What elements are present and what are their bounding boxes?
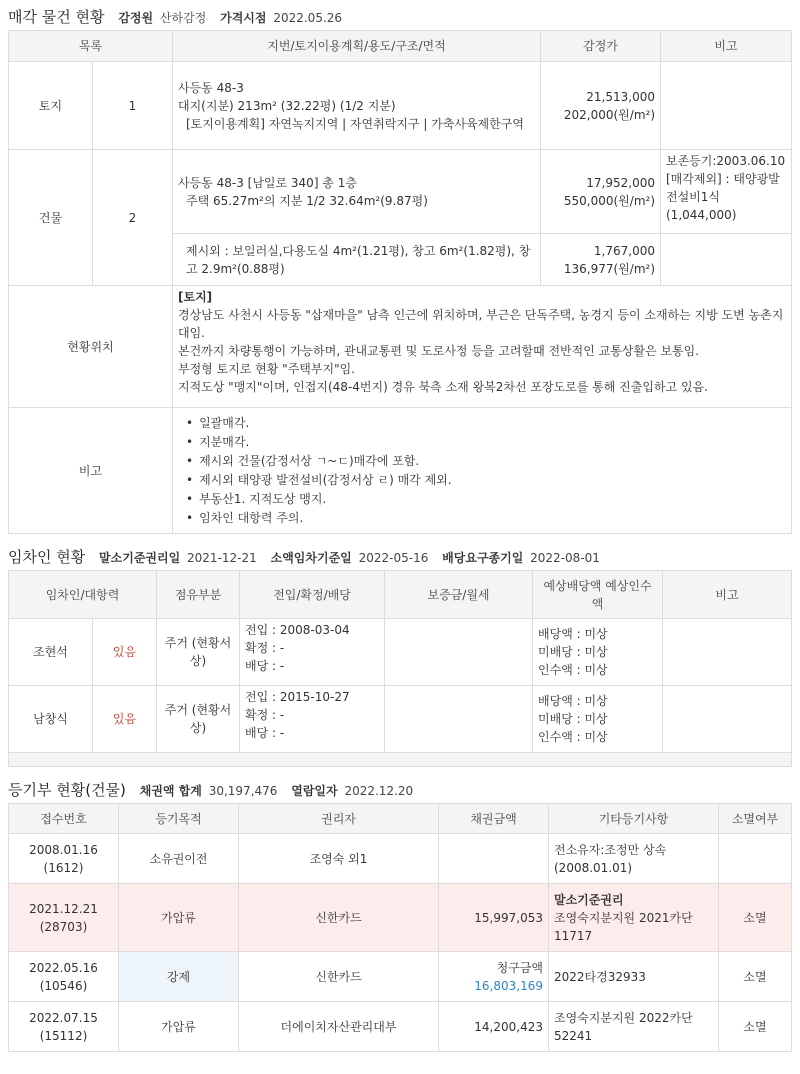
tenant-expected [533,686,663,753]
receipt-number: (15112) [39,1028,88,1043]
land-price: 21,513,000 [586,89,655,104]
col-dates: 전입/확정/배당 [240,571,385,619]
building-price-cell [541,150,661,234]
receipt-date: 2008.01.16 [29,842,98,857]
tenant-dividend: 배당 : - [245,726,285,740]
appraiser-label: 감정원 [118,11,154,25]
registry-holder: 신한카드 [239,952,439,1002]
col-amount: 채권금액 [439,804,549,834]
property-table-header [9,31,792,62]
location-label: 현황위치 [9,286,173,408]
extra-building-price-cell [541,234,661,286]
registry-status: 소멸 [719,1002,792,1052]
registry-purpose: 소유권이전 [119,834,239,884]
tenant-exp-undivided: 미배당 : 미상 [538,645,608,659]
tenant-power: 있음 [93,686,157,753]
remarks-label: 비고 [9,408,173,534]
receipt-date: 2021.12.21 [29,901,98,916]
registry-extra: 조영숙지분지원 2022카단52241 [549,1002,719,1052]
extra-building-unit-price: 136,977(원/m²) [563,261,655,276]
building-detail [173,150,541,234]
land-note [661,62,792,150]
tenant-status-header [0,540,800,570]
registry-purpose: 가압류 [119,1002,239,1052]
receipt-number: (1612) [43,860,84,875]
tenant-expected [533,619,663,686]
extra-building-price: 1,767,000 [593,243,655,258]
view-date-label: 열람일자 [291,784,338,798]
registry-row-highlighted [9,884,792,952]
location-content [173,286,792,408]
registry-purpose: 강제 [119,952,239,1002]
receipt-cell [9,1002,119,1052]
land-no: 1 [93,62,173,150]
tenant-move-in: 전입 : 2008-03-04 [245,623,350,637]
cancel-base-date-label: 말소기준권리일 [99,551,181,565]
tenant-row [9,686,792,753]
registry-row [9,952,792,1002]
tenant-table-header [9,571,792,619]
tenant-fixed: 확정 : - [245,708,285,722]
registry-status: 소멸 [719,884,792,952]
receipt-date: 2022.07.15 [29,1010,98,1025]
registry-status-header [0,773,800,803]
price-date-value: 2022.05.26 [273,11,343,25]
registry-extra-cell [549,884,719,952]
registry-purpose: 가압류 [119,884,239,952]
registry-holder: 조영숙 외1 [239,834,439,884]
col-appraisal: 감정가 [541,31,661,62]
remark-item: • 부동산1. 지적도상 맹지. [198,490,786,509]
registry-amount: 15,997,053 [439,884,549,952]
small-lease-date-value: 2022-05-16 [358,551,429,565]
tenant-table [8,570,792,767]
tenant-table-spacer [9,753,792,767]
receipt-cell [9,884,119,952]
tenant-exp-assumed: 인수액 : 미상 [538,663,608,677]
col-occupancy: 점유부분 [157,571,240,619]
building-no: 2 [93,150,173,286]
remark-item: • 제시외 태양광 발전설비(감정서상 ㄹ) 매각 제외. [198,471,786,490]
col-deposit: 보증금/월세 [385,571,533,619]
registry-holder: 더에이치자산관리대부 [239,1002,439,1052]
claim-amount-label: 청구금액 [496,960,543,975]
small-lease-date-label: 소액임차기준일 [270,551,352,565]
col-tenant-note: 비고 [663,571,792,619]
registry-table [8,803,792,1052]
receipt-cell [9,834,119,884]
col-holder: 권리자 [239,804,439,834]
tenant-move-in: 전입 : 2015-10-27 [245,690,350,704]
location-line: 지적도상 "맹지"이며, 인접지(48-4번지) 경유 북측 소재 왕복2차선 포장도로를 통해 진출입하고 있음. [178,380,708,394]
tenant-status-title: 임차인 현황 [8,548,86,566]
building-unit-price: 550,000(원/m²) [563,193,655,208]
tenant-fixed: 확정 : - [245,641,285,655]
building-row [9,150,792,234]
price-date-label: 가격시점 [220,11,267,25]
col-tenant: 임차인/대항력 [9,571,157,619]
col-list: 목록 [9,31,173,62]
tenant-exp-dividend: 배당액 : 미상 [538,694,608,708]
extra-building-detail: 제시외 : 보일러실,다용도실 4m²(1.21평), 창고 6m²(1.82평), 창고 2.9m²(0.88평) [173,234,541,286]
registry-extra: 조영숙지분지원 2021카단11717 [554,910,693,943]
registry-row [9,1002,792,1052]
remark-item: • 제시외 건물(감정서상 ㄱ~ㄷ)매각에 포함. [198,452,786,471]
tenant-part: 주거 (현황서상) [157,619,240,686]
tenant-exp-assumed: 인수액 : 미상 [538,730,608,744]
registry-row [9,834,792,884]
claim-total-label: 채권액 합계 [139,784,202,798]
registry-status [719,834,792,884]
tenant-power: 있음 [93,619,157,686]
land-row [9,62,792,150]
registry-amount [439,834,549,884]
tenant-note [663,686,792,753]
tenant-part: 주거 (현황서상) [157,686,240,753]
tenant-table-footer [9,753,792,767]
property-table [8,30,792,534]
registry-status-title: 등기부 현황(건물) [8,781,126,799]
receipt-date: 2022.05.16 [29,960,98,975]
tenant-name: 조현석 [9,619,93,686]
receipt-cell [9,952,119,1002]
claim-amount-value: 16,803,169 [474,978,543,993]
registry-holder: 신한카드 [239,884,439,952]
land-plan: [토지이용계획] 자연녹지지역 | 자연취락지구 | 가축사육제한구역 [186,116,524,131]
building-price: 17,952,000 [586,175,655,190]
tenant-deposit [385,686,533,753]
registry-table-header [9,804,792,834]
view-date-value: 2022.12.20 [344,784,414,798]
col-purpose: 등기목적 [119,804,239,834]
tenant-dividend: 배당 : - [245,659,285,673]
registry-status: 소멸 [719,952,792,1002]
extra-building-note [661,234,792,286]
remark-item: • 임차인 대항력 주의. [198,509,786,528]
building-address: 사등동 48-3 [남일로 340] 총 1층 [178,175,357,190]
registry-amount-cell [439,952,549,1002]
dividend-deadline-value: 2022-08-01 [530,551,600,565]
remarks-row [9,408,792,534]
location-line: 부정형 토지로 현황 "주택부지"임. [178,362,355,376]
col-note: 비고 [661,31,792,62]
location-title: [토지] [178,290,213,304]
tenant-row [9,619,792,686]
location-line: 본건까지 차량통행이 가능하며, 관내교통편 및 도로사정 등을 고려할때 전반적인 교통상활은 보통임. [178,344,700,358]
col-expected: 예상배당액 예상인수액 [533,571,663,619]
remarks-list [178,414,786,528]
registry-extra: 2022타경32933 [549,952,719,1002]
tenant-name: 남창식 [9,686,93,753]
remark-item: • 지분매각. [198,433,786,452]
property-status-header [0,0,800,30]
property-status-title: 매각 물건 현황 [8,8,105,26]
land-unit-price: 202,000(원/m²) [563,107,655,122]
tenant-dates [240,686,385,753]
land-label: 토지 [9,62,93,150]
location-row [9,286,792,408]
building-area: 주택 65.27m²의 지분 1/2 32.64m²(9.87평) [186,193,428,208]
location-line: 경상남도 사천시 사등동 "삽재마을" 남측 인근에 위치하며, 부근은 단독주택, 농경지 등이 소재하는 지방 도변 농촌지대임. [178,308,784,340]
registry-extra: 전소유자:조정만 상속(2008.01.01) [549,834,719,884]
appraiser-value: 산하감정 [159,11,207,25]
tenant-dates [240,619,385,686]
dividend-deadline-label: 배당요구종기일 [442,551,524,565]
col-detail: 지번/토지이용계획/용도/구조/면적 [173,31,541,62]
remarks-content [173,408,792,534]
land-detail [173,62,541,150]
claim-total-value: 30,197,476 [208,784,278,798]
registry-amount: 14,200,423 [439,1002,549,1052]
col-status: 소멸여부 [719,804,792,834]
land-address: 사등동 48-3 [178,80,244,95]
receipt-number: (10546) [39,978,88,993]
tenant-deposit [385,619,533,686]
land-price-cell [541,62,661,150]
land-area: 대지(지분) 213m² (32.22평) (1/2 지분) [178,98,396,113]
tenant-exp-undivided: 미배당 : 미상 [538,712,608,726]
building-note: 보존등기:2003.06.10 [매각제외] : 태양광발전설비1식 (1,044,000) [661,150,792,234]
cancel-base-date-value: 2021-12-21 [187,551,257,565]
building-label: 건물 [9,150,93,286]
tenant-exp-dividend: 배당액 : 미상 [538,627,608,641]
col-receipt: 접수번호 [9,804,119,834]
tenant-note [663,619,792,686]
col-extra: 기타등기사항 [549,804,719,834]
cancel-base-right-badge: 말소기준권리 [554,892,624,907]
remark-item: • 일괄매각. [198,414,786,433]
receipt-number: (28703) [39,919,88,934]
